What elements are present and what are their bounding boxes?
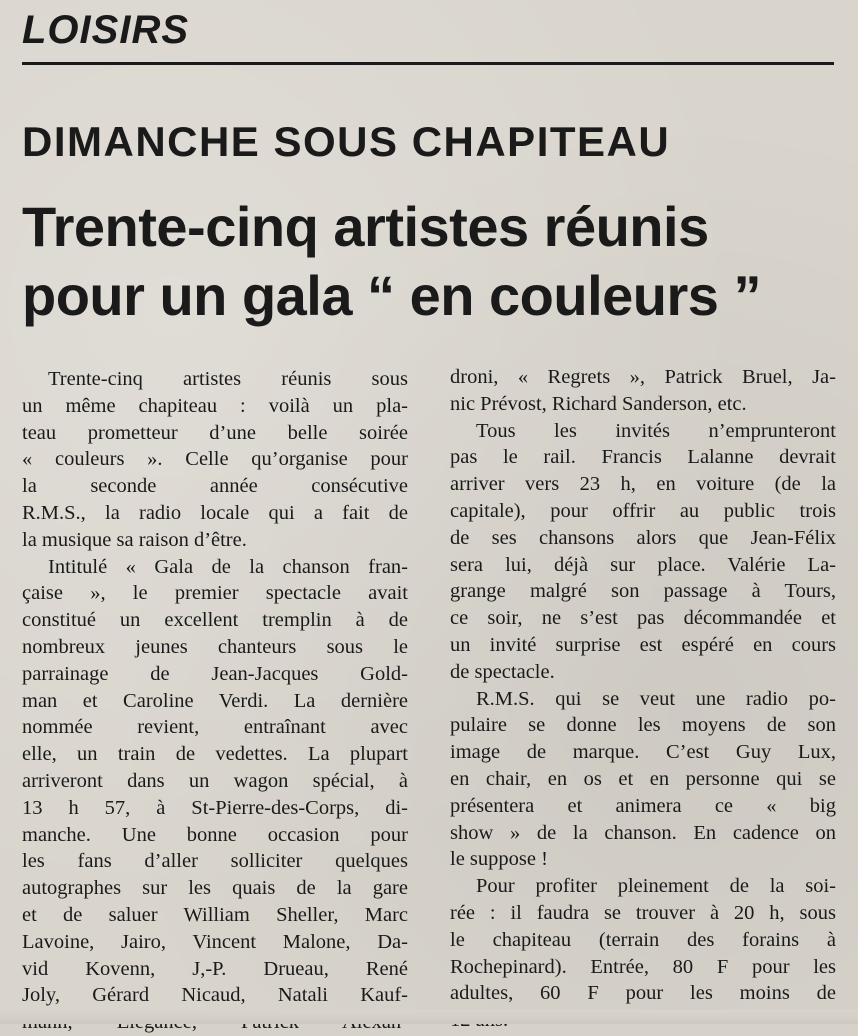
text-line: nommée revient, entraînant avec	[22, 716, 408, 739]
article-column-right	[450, 364, 836, 1034]
headline-line-2: pour un gala “ en couleurs ”	[22, 264, 761, 327]
text-line: parrainage de Jean-Jacques Gold-	[22, 662, 408, 685]
text-line: çaise », le premier spectacle avait	[22, 582, 408, 605]
text-line: pulaire se donne les moyens de son	[450, 714, 836, 737]
text-line: les fans d’aller solliciter quelques	[22, 850, 408, 873]
text-line: nic Prévost, Richard Sanderson, etc.	[450, 392, 747, 415]
headline-line-1: Trente-cinq artistes réunis	[22, 195, 709, 258]
text-line: de spectacle.	[450, 660, 555, 683]
text-line: un même chapiteau : voilà un pla-	[22, 394, 408, 417]
text-line: teau prometteur d’une belle soirée	[22, 421, 408, 444]
text-line: show » de la chanson. En cadence on	[450, 821, 836, 844]
text-line: man et Caroline Verdi. La dernière	[22, 689, 408, 712]
text-line: sera lui, déjà sur place. Valérie La-	[450, 553, 836, 576]
text-line: Rochepinard). Entrée, 80 F pour les	[450, 955, 836, 978]
text-line: vid Kovenn, J,-P. Drueau, René	[22, 957, 408, 980]
text-line: pas le rail. Francis Lalanne devrait	[450, 446, 836, 469]
text-line: adultes, 60 F pour les moins de	[450, 982, 836, 1005]
text-line: nombreux jeunes chanteurs sous le	[22, 635, 408, 658]
text-line: R.M.S. qui se veut une radio po-	[476, 687, 836, 710]
text-line: Joly, Gérard Nicaud, Natali Kauf-	[22, 984, 408, 1007]
text-line: un invité surprise est espéré en cours	[450, 633, 836, 656]
text-line: autographes sur les quais de la gare	[22, 877, 408, 900]
text-line: de ses chansons alors que Jean-Félix	[450, 526, 836, 549]
text-line: ce soir, ne s’est pas décommandée et	[450, 607, 836, 630]
text-line: R.M.S., la radio locale qui a fait de	[22, 501, 408, 524]
text-line: rée : il faudra se trouver à 20 h, sous	[450, 901, 836, 924]
text-line: droni, « Regrets », Patrick Bruel, Ja-	[450, 366, 836, 388]
text-line: le suppose !	[450, 848, 548, 871]
text-line: manche. Une bonne occasion pour	[22, 823, 408, 846]
text-line: constitué un excellent tremplin à de	[22, 609, 408, 632]
section-rule	[22, 62, 834, 65]
text-line: capitale), pour offrir au public trois	[450, 499, 836, 522]
text-line: Pour profiter pleinement de la soi-	[476, 875, 836, 898]
text-line: elle, un train de vedettes. La plupart	[22, 743, 408, 766]
text-line: grange malgré son passage à Tours,	[450, 580, 836, 603]
text-line: « couleurs ». Celle qu’organise pour	[22, 448, 408, 471]
section-label: LOISIRS	[22, 8, 190, 52]
article-column-left	[22, 366, 408, 1036]
text-line: en chair, en os et en personne qui se	[450, 767, 836, 790]
text-line: arriver vers 23 h, en voiture (de la	[450, 473, 836, 496]
article-headline	[22, 192, 842, 330]
text-line: et de saluer William Sheller, Marc	[22, 903, 408, 926]
text-line: 13 h 57, à St-Pierre-des-Corps, di-	[22, 796, 408, 819]
page-edge	[0, 1010, 858, 1024]
text-line: la musique sa raison d’être.	[22, 528, 247, 551]
text-line: présentera et animera ce « big	[450, 794, 836, 817]
text-line: Intitulé « Gala de la chanson fran-	[48, 555, 408, 578]
text-line: la seconde année consécutive	[22, 475, 408, 498]
text-line: Tous les invités n’emprunteront	[476, 419, 836, 442]
text-line: Lavoine, Jairo, Vincent Malone, Da-	[22, 930, 408, 953]
article-kicker: DIMANCHE SOUS CHAPITEAU	[22, 118, 671, 165]
text-line: arriveront dans un wagon spécial, à	[22, 769, 408, 792]
text-line: Trente-cinq artistes réunis sous	[48, 368, 408, 390]
text-line: le chapiteau (terrain des forains à	[450, 928, 836, 951]
text-line: image de marque. C’est Guy Lux,	[450, 741, 836, 764]
